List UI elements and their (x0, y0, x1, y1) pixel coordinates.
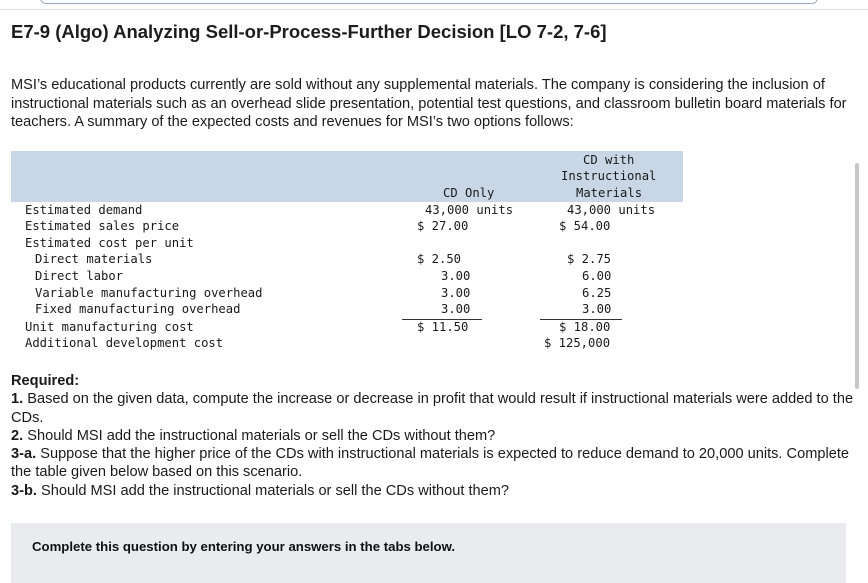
row-label-direct-labor: Direct labor (35, 269, 124, 283)
row-label-direct-materials: Direct materials (35, 252, 153, 266)
question-1 (11, 390, 856, 427)
question-3a-text: Suppose that the higher price of the CDs with instructional materials is expected to reduce demand to 20,000 units. Complete the table given below based on this scenario. (11, 446, 850, 481)
cdim-unit-cost: $ 18.00 (559, 320, 611, 334)
row-label-cost-per-unit: Estimated cost per unit (25, 236, 194, 250)
cd-fixed-overhead: 3.00 (441, 302, 471, 316)
question-1-text: Based on the given data, compute the increase or decrease in profit that would result if instructional materials were added to the CDs. (11, 391, 854, 426)
cd-demand: 43,000 units (425, 203, 514, 217)
cdim-demand: 43,000 units (567, 203, 656, 217)
header-divider (0, 9, 868, 10)
cd-direct-materials: $ 2.50 (417, 252, 462, 266)
question-3b (11, 482, 856, 500)
panel-instruction: Complete this question by entering your answers in the tabs below. (32, 539, 456, 554)
cd-variable-overhead: 3.00 (441, 286, 471, 300)
row-label-fixed-overhead: Fixed manufacturing overhead (35, 302, 241, 316)
cd-price: $ 27.00 (417, 219, 469, 233)
question-3a-number: 3-a. (11, 446, 37, 463)
cdim-development-cost: $ 125,000 (544, 336, 611, 350)
row-label-unit-cost: Unit manufacturing cost (25, 320, 194, 334)
row-label-development-cost: Additional development cost (25, 336, 224, 350)
col-header-cdim-line2: Instructional (561, 169, 657, 183)
question-2-number: 2. (11, 427, 24, 444)
row-label-variable-overhead: Variable manufacturing overhead (35, 286, 263, 300)
exercise-title: E7-9 (Algo) Analyzing Sell-or-Process-Further Decision [LO 7-2, 7-6] (11, 21, 607, 42)
col-header-cdim-line3: Materials (576, 186, 643, 200)
col-header-cdim-line1: CD with (583, 153, 635, 167)
top-frame-edge (40, 0, 818, 4)
question-3b-text: Should MSI add the instructional materials or sell the CDs without them? (41, 482, 510, 499)
cost-revenue-table (11, 151, 683, 357)
required-heading: Required: (11, 373, 80, 389)
cdim-direct-materials: $ 2.75 (567, 252, 612, 266)
question-3a (11, 445, 856, 482)
question-3b-number: 3-b. (11, 482, 37, 499)
question-2-text: Should MSI add the instructional materials or sell the CDs without them? (27, 427, 496, 444)
vertical-scrollbar[interactable] (855, 163, 859, 389)
cdim-price: $ 54.00 (559, 219, 611, 233)
cdim-direct-labor: 6.00 (582, 269, 612, 283)
required-section (11, 372, 856, 500)
cdim-variable-overhead: 6.25 (582, 286, 612, 300)
answer-tabs-panel (11, 523, 846, 583)
intro-paragraph: MSI’s educational products currently are sold without any supplemental materials. The company is considering the inclusion of instructional materials such as an overhead slide presentation, potential test questions, and classroom bulletin board materials for teachers. A summary of the expected costs and revenues for MSI’s two options follows: (11, 77, 847, 130)
cdim-fixed-overhead: 3.00 (582, 302, 612, 316)
question-2 (11, 427, 856, 445)
cd-direct-labor: 3.00 (441, 269, 471, 283)
question-1-number: 1. (11, 391, 24, 408)
row-label-price: Estimated sales price (25, 219, 180, 233)
col-header-cd-only: CD Only (443, 186, 495, 200)
cd-unit-cost: $ 11.50 (417, 320, 469, 334)
row-label-demand: Estimated demand (25, 203, 143, 217)
